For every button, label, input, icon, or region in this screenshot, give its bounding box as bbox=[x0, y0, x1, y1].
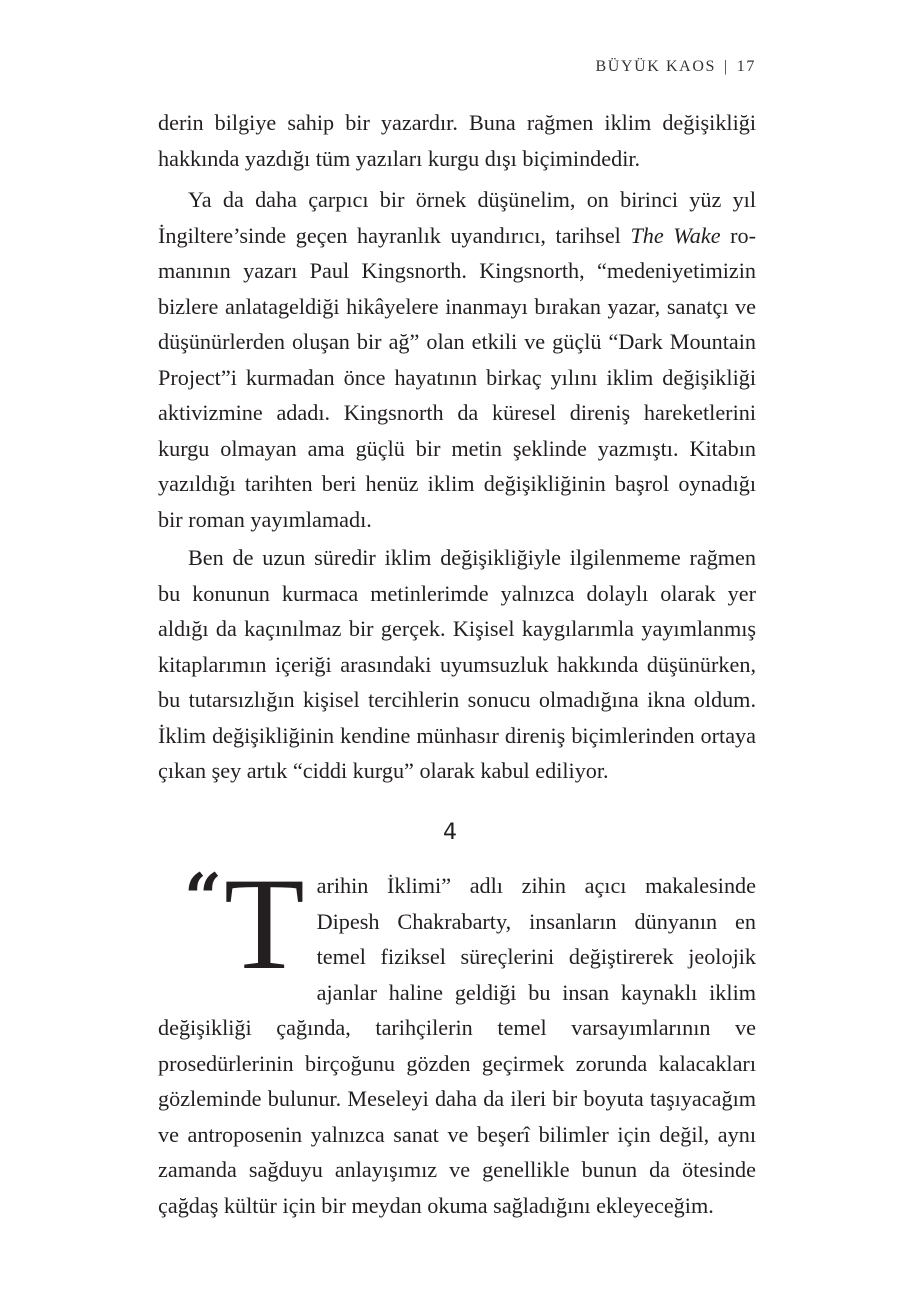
paragraph-1-text: derin bilgiye sahip bir yazardır. Buna rağmen iklim değişikliği hakkında yazdığı tüm yazıları kurgu dışı biçimindedir. bbox=[158, 110, 756, 171]
page-number: 17 bbox=[736, 58, 756, 75]
paragraph-3-text: Ben de uzun süredir iklim değişikliğiyle ilgilenmeme rağmen bu konunun kurmaca metinlerimde yalnızca dolaylı olarak yer aldığı da kaçınılmaz bir gerçek. Kişisel kaygılarımla yayımlanmış kitaplarımın içeriği arasındaki uyumsuzluk hakkında düşünürken, bu tutarsızlığın kişisel tercihlerin sonucu olmadığına ikna oldum. İklim değişikliğinin kendine münhasır direniş biçimlerinden ortaya çıkan şey artık “ciddi kurgu” olarak kabul ediliyor. bbox=[158, 545, 756, 783]
paragraph-1 bbox=[158, 105, 756, 176]
paragraph-4-text bbox=[158, 850, 756, 1223]
book-title: BÜYÜK KAOS bbox=[595, 58, 716, 75]
paragraph-4 bbox=[158, 850, 756, 1223]
book-title-the-wake: The Wake bbox=[630, 222, 721, 248]
paragraph-2-part-2: romanının yazarı Paul Kingsnorth. Kingsnorth, “medeniyetimizin bizlere anlatageldiği hikâyelere inanmayı bırakan yazar, sanatçı ve düşünürlerden oluşan bir ağ” olan etkili ve güçlü “Dark Mountain Project”i kurmadan önce hayatının birkaç yılını iklim değişikliği aktivizmine adadı. Kingsnorth da küresel direniş hareketlerini kurgu olmayan ama güçlü bir metin şeklinde yazmıştı. Kitabın yazıldığı tarihten beri henüz iklim değişikliğinin başrol oynadığı bir roman yayımlamadı. bbox=[158, 222, 757, 532]
header-separator: | bbox=[723, 58, 729, 75]
running-head bbox=[596, 58, 756, 76]
paragraph-2 bbox=[158, 182, 756, 537]
paragraph-3 bbox=[158, 540, 756, 789]
paragraph-2-text bbox=[158, 182, 756, 537]
drop-cap-letter: T bbox=[223, 850, 305, 997]
opening-quote-mark: “ bbox=[184, 859, 222, 937]
paragraph-4-rest: arihin İklimi” adlı zihin açıcı makalesinde Dipesh Chakrabarty, insanların dünyanın en temel fiziksel süreçlerini değiştirerek jeolojik ajanlar haline geldiği bu insan kaynaklı iklim değişikliği çağında, tarihçilerin temel varsayımlarının ve prosedürlerinin birçoğunu gözden geçirmek zorunda kalacakları gözleminde bulunur. Meseleyi daha da ileri bir boyuta taşıyacağım ve antroposenin yalnızca sanat ve beşerî bilimler için değil, aynı zamanda sağduyu anlayışımız ve genellikle bunun da ötesinde çağdaş kültür için bir meydan okuma sağladığını ekleyeceğim. bbox=[158, 873, 756, 1218]
section-number: 4 bbox=[443, 820, 457, 845]
paragraph-2-part-1: Ya da daha çarpıcı bir örnek düşünelim, on birinci yüz yıl İngiltere’sinde geçen hayranlık uyandırıcı, tarihsel bbox=[158, 187, 756, 248]
